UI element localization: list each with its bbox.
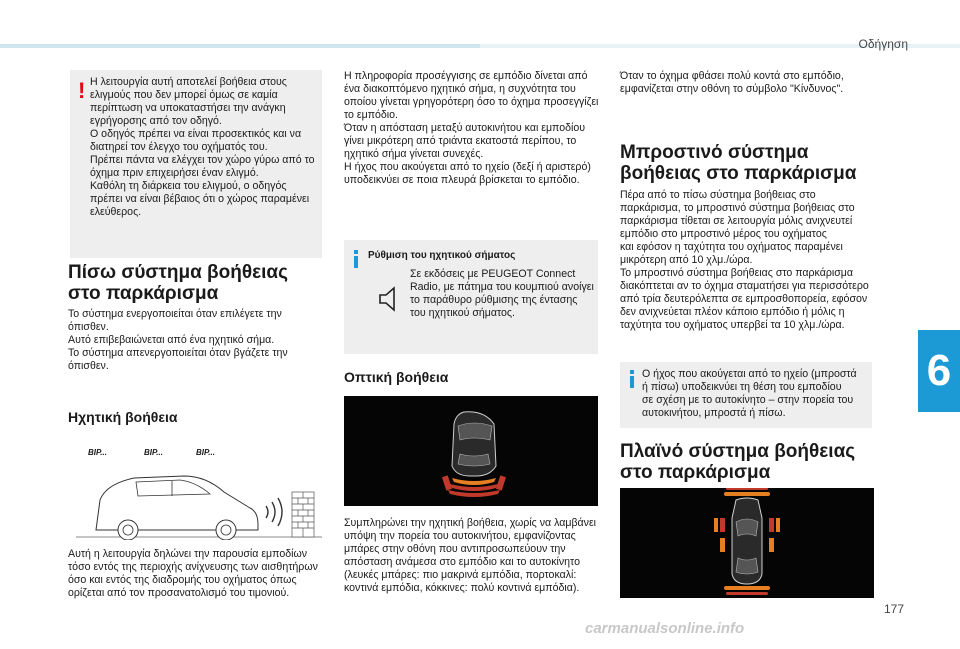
car-top-view-icon (732, 498, 762, 584)
audio-section-title: Ηχητική βοήθεια (68, 409, 178, 425)
beep-label: BIP... (196, 448, 215, 457)
sound-settings-title: Ρύθμιση του ηχητικού σήματος (368, 250, 516, 261)
front-section-title: Μπροστινό σύστημα βοήθειας στο παρκάρισμα (620, 142, 857, 184)
warning-text: Η λειτουργία αυτή αποτελεί βοήθεια στους ελιγμούς που δεν μπορεί όμως σε καμία περίπτωση να υποκαταστήσει την ανάγκη εγρήγορσης από τον οδηγό. Ο οδηγός πρέπει να είναι προσεκτικός και να διατηρεί τον έλεγχο του οχήματός του. Πρέπει πάντα να ελέγχει τον χώρο γύρω από το όχημα πριν επιχειρήσει έναν ελιγμό. Καθόλη τη διάρκεια του ελιγμού, ο οδηγός πρέπει να είναι βέβαιος ότι ο χώρος παραμένει ελεύθερος. (90, 76, 315, 218)
side-section-title: Πλαϊνό σύστημα βοήθειας στο παρκάρισμα (620, 441, 856, 483)
side-assist-screen (620, 488, 874, 598)
beep-label: BIP... (88, 448, 107, 457)
page-number: 177 (883, 602, 904, 616)
brick-wall-icon (292, 492, 314, 537)
sound-waves-icon (266, 498, 282, 526)
proximity-text: Η πληροφορία προσέγγισης σε εμπόδιο δίνεται από ένα διακοπτόμενο ηχητικό σήμα, η συχνότητα του οποίου γίνεται γρηγορότερη όσο το όχημα προσεγγίζει το εμπόδιο. Όταν η απόσταση μεταξύ αυτοκινήτου και εμποδίου γίνει μικρότερη από τριάντα εκατοστά περίπου, το ηχητικό σήμα γίνεται συνεχές. Η ήχος που ακούγεται από το ηχείο (δεξί ή αριστερό) υποδεικνύει σε ποια πλευρά βρίσκεται το εμπόδιο. (344, 70, 599, 186)
watermark: carmanualsonline.info (585, 620, 745, 637)
header-rule-left (0, 44, 480, 48)
car-side-icon (96, 476, 258, 540)
visual-section-text: Συμπληρώνει την ηχητική βοήθεια, χωρίς να λαμβάνει υπόψη την πορεία του αυτοκινήτου, εμφανίζοντας μπάρες στην οθόνη που αντιπροσωπεύουν την απόσταση ανάμεσα στο εμπόδιο και το αυτοκίνητο (λευκές μπάρες: πιο μακρινά εμπόδια, πορτοκαλί: κοντινά εμπόδια, κόκκινες: πολύ κοντινά εμπόδια). (344, 517, 597, 594)
rear-section-text: Το σύστημα ενεργοποιείται όταν επιλέγετε την όπισθεν. Αυτό επιβεβαιώνεται από ένα ηχητικό σήμα. Το σύστημα απενεργοποιείται όταν βγάζετε την όπισθεν. (68, 308, 288, 372)
section-name: Οδήγηση (858, 37, 908, 51)
rear-car-illustration (76, 444, 322, 540)
front-section-text: Πέρα από το πίσω σύστημα βοήθειας στο παρκάρισμα, το μπροστινό σύστημα βοήθειας στο παρκάρισμα τίθεται σε λειτουργία μόλις ανιχνευτεί εμπόδιο στο μπροστινό μέρος του οχήματος και εφόσον η ταχύτητα του οχήματος παραμένει μικρότερη από 10 χλμ./ώρα. Το μπροστινό σύστημα βοήθειας στο παρκάρισμα διακόπτεται αν το όχημα σταματήσει για περισσότερο από τρία δευτερόλεπτα σε εμπροσθοπορεία, εφόσον δεν ανιχνεύεται πλέον κάποιο εμπόδιο ή μόλις η ταχύτητα του οχήματος υπερβεί τα 10 χλμ./ώρα. (620, 189, 869, 331)
danger-text: Όταν το όχημα φθάσει πολύ κοντά στο εμπόδιο, εμφανίζεται στην οθόνη το σύμβολο "Κίνδυνος". (620, 70, 844, 95)
speaker-info-text: Ο ήχος που ακούγεται από το ηχείο (μπροστά ή πίσω) υποδεικνύει τη θέση του εμποδίου σε σχέση με το αυτοκίνητο – στην πορεία του αυτοκινήτου, μπροστά ή πίσω. (642, 368, 857, 419)
audio-section-text: Αυτή η λειτουργία δηλώνει την παρουσία εμποδίων τόσο εντός της περιοχής ανίχνευσης των αισθητήρων όσο και εντός της διαδρομής του οχήματος όπως ορίζεται από τον προσανατολισμό του τιμονιού. (68, 548, 318, 599)
speaker-icon (378, 286, 400, 312)
chapter-tab: 6 (918, 330, 960, 412)
car-top-view-icon (452, 412, 496, 476)
visual-assist-screen (344, 396, 598, 506)
rear-section-title: Πίσω σύστημα βοήθειας στο παρκάρισμα (68, 262, 288, 304)
warning-icon: ! (78, 78, 86, 103)
visual-section-title: Οπτική βοήθεια (344, 369, 449, 385)
sound-settings-text: Σε εκδόσεις με PEUGEOT Connect Radio, με πάτημα του κουμπιού ανοίγει το παράθυρο ρύθμισης της έντασης του ηχητικού σήματος. (410, 268, 594, 319)
warning-box (70, 70, 322, 258)
info-icon (630, 376, 634, 388)
beep-label: BIP... (144, 448, 163, 457)
speaker-info-box (620, 362, 872, 428)
info-icon (354, 256, 358, 268)
sound-settings-box (344, 240, 598, 354)
